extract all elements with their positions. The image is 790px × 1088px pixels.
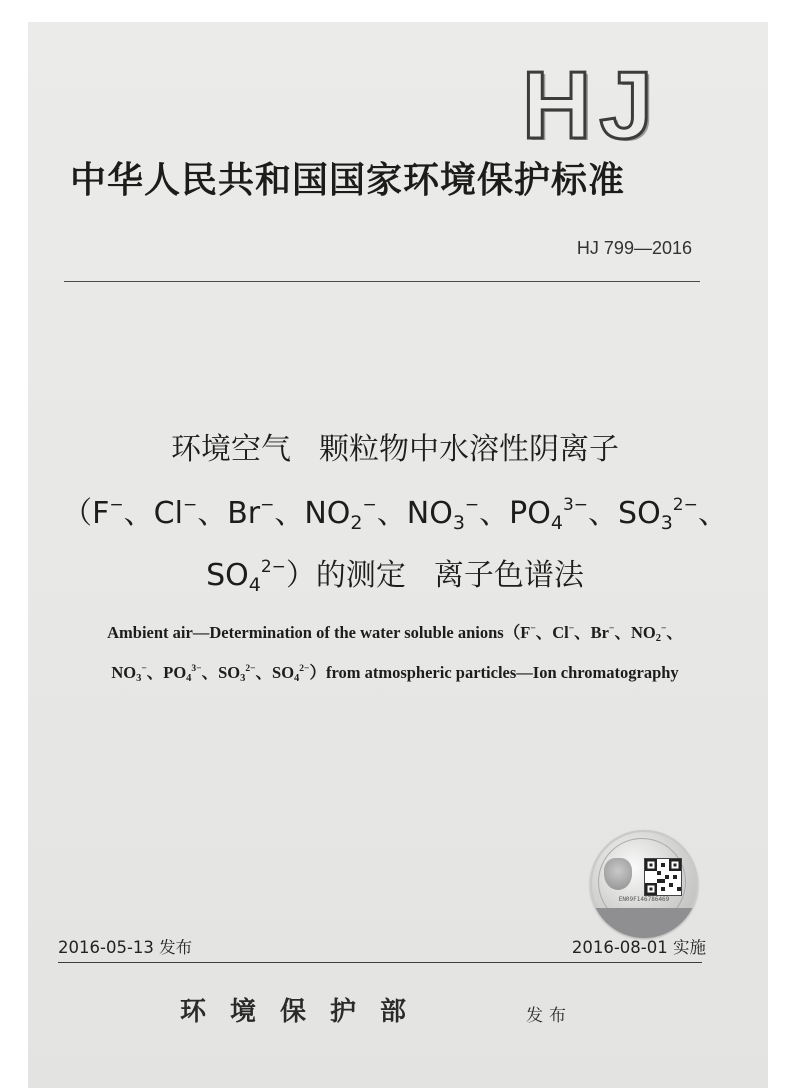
ion-formula: $PO_4^{3-}$、 [509,495,619,534]
ion-subscript: 3 [240,673,246,684]
ion-formula: $SO_3^{2-}$、 [218,663,273,684]
ion-formula: Br−、 [227,495,305,531]
english-ion-list [520,623,683,642]
ion-charge: − [660,624,667,634]
ion-formula: F−、 [520,623,553,642]
ion-formula: $PO_4^{3-}$、 [163,663,219,684]
qr-code-icon [644,858,682,896]
ion-formula: Cl−、 [552,623,591,642]
publisher-name: 环境保护部 [180,997,431,1027]
ion-charge: 3− [191,664,202,674]
title-part-determination: ）的测定 [285,558,406,593]
ion-subscript: 2 [655,633,661,644]
ion-charge: − [530,624,536,634]
ion-charge: − [568,624,575,634]
standard-number: HJ 799—2016 [576,238,692,258]
publisher-suffix: 发布 [526,1006,572,1026]
ion-formula: $NO_2^-$、 [630,623,683,644]
ion-formula: $SO_4^{2-}$ [272,663,310,684]
ion-formula: $SO_4^{2-}$ [206,557,286,596]
ion-formula: Cl−、 [153,495,228,531]
ion-formula: $NO_3^-$、 [111,663,164,684]
issuing-body-title: 中华人民共和国国家环境保护标准 [70,159,626,201]
ion-charge: − [260,495,275,515]
ion-formula: $NO_3^-$、 [406,495,510,534]
footer-divider [58,962,702,963]
open-paren: （ [62,496,93,531]
english-title-text: Ambient air—Determination of the water soluble anions（ [107,623,521,642]
ion-subscript: 4 [186,673,192,684]
english-title-line-1 [36,622,754,644]
ion-subscript: 4 [550,512,563,534]
english-ion-list-cont [111,663,309,682]
ion-charge: − [182,495,198,515]
ion-charge: 2− [245,664,256,674]
hj-logo: HJ [522,52,661,159]
title-part-method: 离子色谱法 [433,558,584,593]
seal-serial-number: EN09F146786469 [618,896,670,903]
ion-charge: − [362,495,377,515]
ion-charge: − [609,624,615,634]
chinese-title-line-2 [40,494,750,534]
english-title-tail: ）from atmospheric particles—Ion chromatography [309,663,679,682]
ion-charge: − [464,495,480,515]
ion-charge: − [109,495,124,515]
ion-charge: 2− [672,495,698,515]
ion-formula: $NO_2^-$、 [304,495,407,534]
chinese-ion-list [92,495,728,534]
ion-subscript: 2 [350,512,363,534]
ion-subscript: 4 [248,574,261,596]
ion-formula: $SO_3^{2-}$、 [618,495,728,534]
ion-formula: Br−、 [590,623,631,642]
title-part-anions: 颗粒物中水溶性阴离子 [319,432,619,467]
ion-formula: F−、 [92,495,154,531]
ion-charge: 3− [562,495,589,515]
title-part-ambient-air: 环境空气 [171,432,291,467]
ion-charge: 2− [260,557,286,577]
header-divider [64,281,700,282]
chinese-title-line-1 [40,430,750,470]
emblem-icon [604,858,632,890]
anti-counterfeit-seal [590,830,698,938]
ion-subscript: 4 [294,673,300,684]
chinese-title-line-3 [40,556,750,596]
english-title-line-2 [36,662,754,684]
issue-date: 2016-05-13 发布 [58,938,193,957]
chinese-ion-list-end [206,557,286,596]
ion-charge: − [141,664,147,674]
ion-charge: 2− [299,664,310,674]
implementation-date: 2016-08-01 实施 [571,938,706,957]
ion-subscript: 3 [660,512,673,534]
ion-subscript: 3 [136,673,142,684]
ion-subscript: 3 [452,512,465,534]
